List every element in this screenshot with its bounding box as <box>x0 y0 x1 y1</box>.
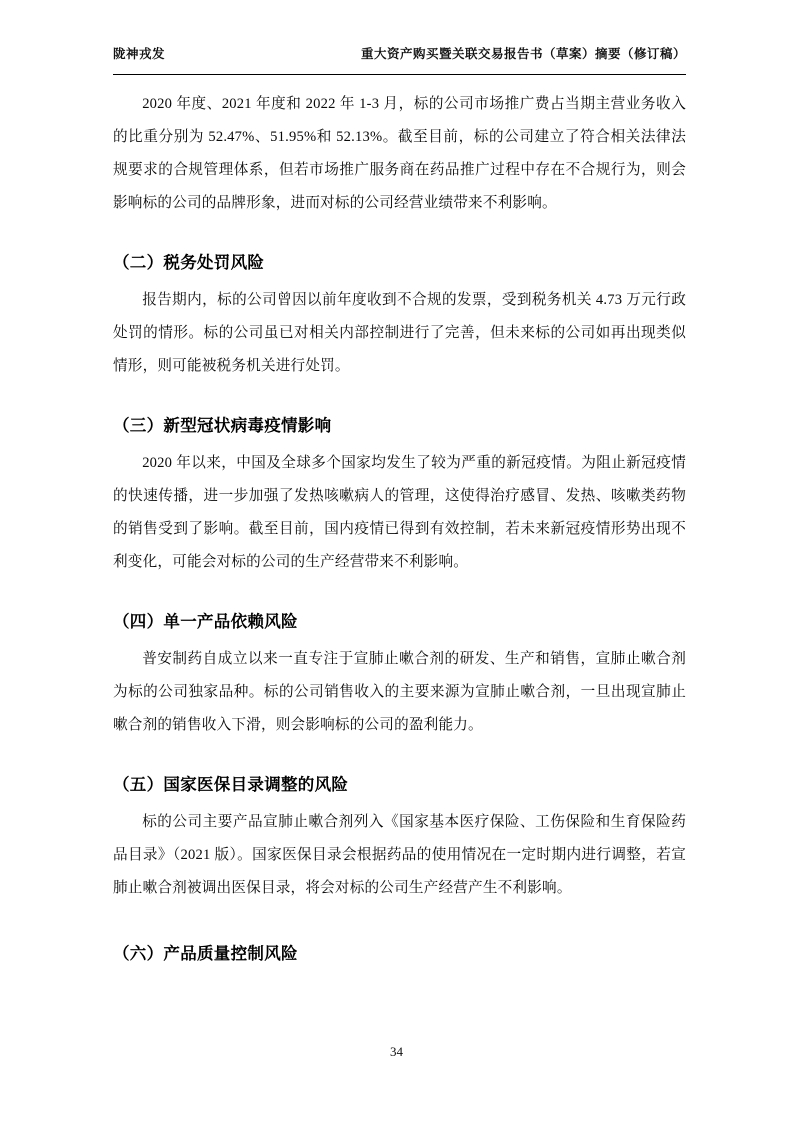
spacer <box>113 220 686 230</box>
heading-product-quality-control-risk: （六）产品质量控制风险 <box>113 944 298 963</box>
spacer <box>113 905 686 921</box>
spacer <box>113 383 686 393</box>
header-divider <box>113 74 686 75</box>
page-content <box>113 88 686 975</box>
spacer <box>113 579 686 589</box>
header-company-name: 陇神戎发 <box>113 47 166 61</box>
paragraph-medical-insurance-catalog-risk: 标的公司主要产品宣肺止嗽合剂列入《国家基本医疗保险、工伤保险和生育保险药品目录》（2021 版）。国家医保目录会根据药品的使用情况在一定时期内进行调整，若宣肺止嗽合剂被调出医保目录，将会对标的公司生产经营产生不利影响。 <box>113 814 686 896</box>
page-number: 34 <box>390 1044 403 1059</box>
paragraph-single-product-dependency-risk: 普安制药自成立以来一直专注于宣肺止嗽合剂的研发、生产和销售，宣肺止嗽合剂为标的公司独家品种。标的公司销售收入的主要来源为宣肺止嗽合剂，一旦出现宣肺止嗽合剂的销售收入下滑，则会影响标的公司的盈利能力。 <box>113 651 686 733</box>
paragraph-market-promotion-fee: 2020 年度、2021 年度和 2022 年 1-3 月，标的公司市场推广费占当期主营业务收入的比重分别为 52.47%、51.95%和 52.13%。截至目前，标的公司建立了符合相关法律法规要求的合规管理体系，但若市场推广服务商在药品推广过程中存在不合规行为，则会影响标的公司的品牌形象，进而对标的公司经营业绩带来不利影响。 <box>113 96 686 211</box>
heading-single-product-dependency-risk: （四）单一产品依赖风险 <box>113 612 298 631</box>
heading-tax-penalty-risk: （二）税务处罚风险 <box>113 253 265 272</box>
page-header <box>113 44 686 62</box>
spacer <box>113 742 686 752</box>
heading-medical-insurance-catalog-risk: （五）国家医保目录调整的风险 <box>113 775 349 794</box>
heading-covid-impact: （三）新型冠状病毒疫情影响 <box>113 416 332 435</box>
paragraph-tax-penalty-risk: 报告期内，标的公司曾因以前年度收到不合规的发票，受到税务机关 4.73 万元行政处罚的情形。标的公司虽已对相关内部控制进行了完善，但未来标的公司如再出现类似情形，则可能被税务机关进行处罚。 <box>113 292 686 374</box>
header-document-title: 重大资产购买暨关联交易报告书（草案）摘要（修订稿） <box>360 47 686 61</box>
paragraph-covid-impact: 2020 年以来，中国及全球多个国家均发生了较为严重的新冠疫情。为阻止新冠疫情的快速传播，进一步加强了发热咳嗽病人的管理，这使得治疗感冒、发热、咳嗽类药物的销售受到了影响。截至目前，国内疫情已得到有效控制，若未来新冠疫情形势出现不利变化，可能会对标的公司的生产经营带来不利影响。 <box>113 455 686 570</box>
